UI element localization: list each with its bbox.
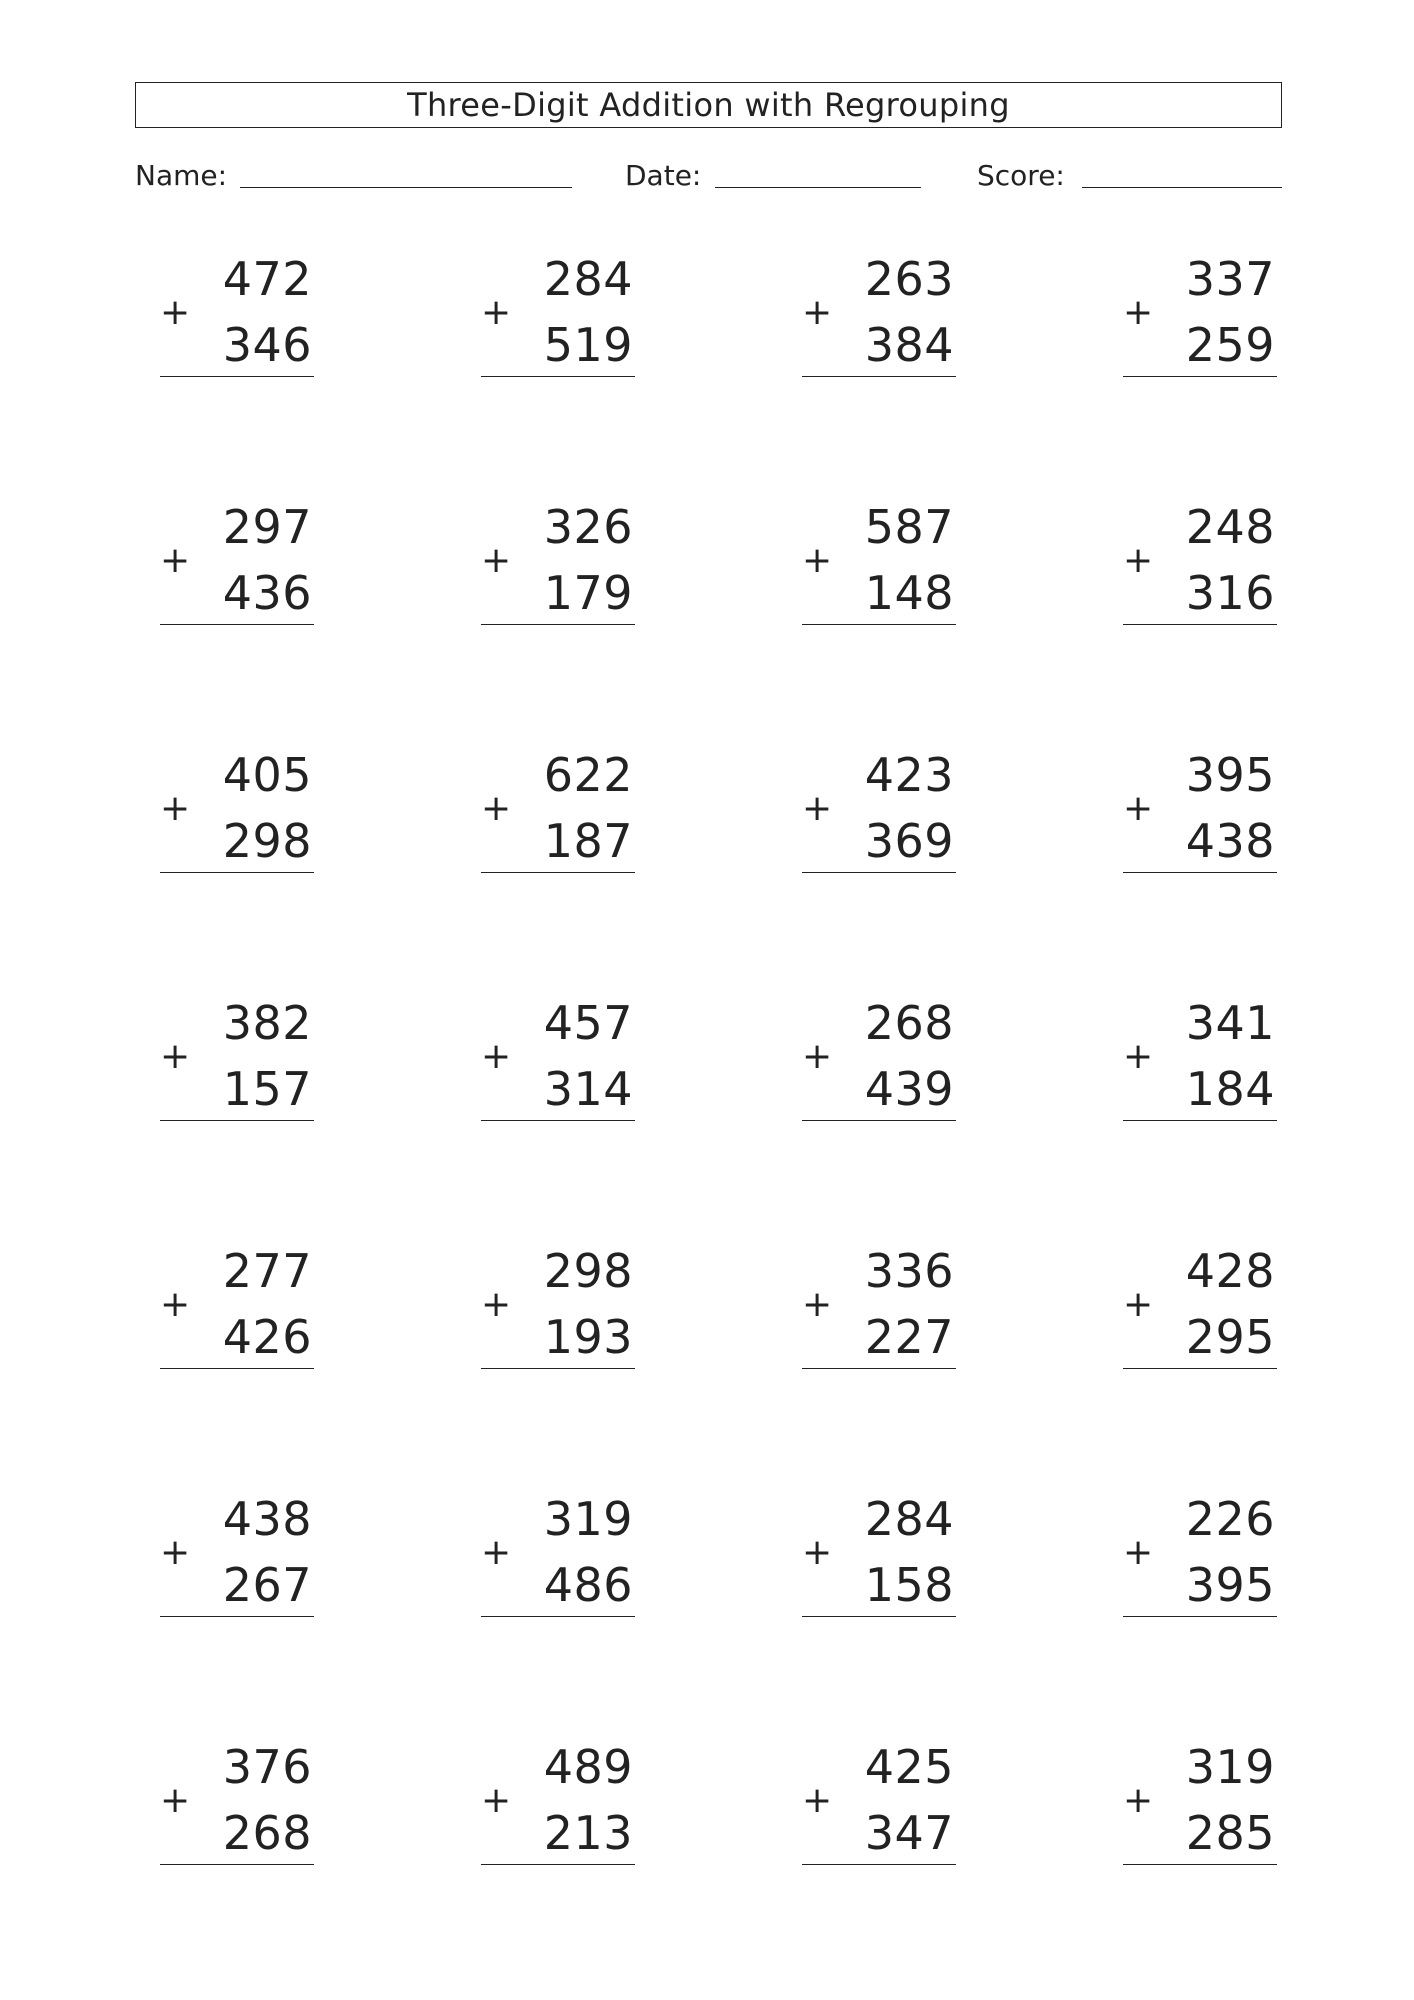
addition-problem	[1123, 252, 1283, 382]
top-addend: 336	[864, 1244, 954, 1298]
answer-line	[1123, 624, 1277, 625]
plus-sign: +	[1123, 1036, 1154, 1077]
addition-problem	[802, 1492, 962, 1622]
top-addend: 423	[864, 748, 954, 802]
addition-problem	[1123, 1244, 1283, 1374]
addition-problem	[802, 1244, 962, 1374]
addition-problem	[481, 996, 641, 1126]
plus-sign: +	[160, 1284, 191, 1325]
addition-problem	[1123, 500, 1283, 630]
addition-problem	[160, 1492, 320, 1622]
bottom-addend: 395	[1185, 1558, 1275, 1612]
top-addend: 337	[1185, 252, 1275, 306]
answer-line	[1123, 1864, 1277, 1865]
bottom-addend: 369	[864, 814, 954, 868]
plus-sign: +	[802, 1036, 833, 1077]
bottom-addend: 346	[222, 318, 312, 372]
plus-sign: +	[1123, 292, 1154, 333]
answer-line	[802, 624, 956, 625]
top-addend: 319	[543, 1492, 633, 1546]
top-addend: 263	[864, 252, 954, 306]
addition-problem	[160, 500, 320, 630]
answer-line	[1123, 376, 1277, 377]
addition-problem	[1123, 1740, 1283, 1870]
bottom-addend: 259	[1185, 318, 1275, 372]
plus-sign: +	[481, 540, 512, 581]
top-addend: 457	[543, 996, 633, 1050]
bottom-addend: 268	[222, 1806, 312, 1860]
bottom-addend: 384	[864, 318, 954, 372]
top-addend: 248	[1185, 500, 1275, 554]
plus-sign: +	[1123, 1532, 1154, 1573]
plus-sign: +	[160, 540, 191, 581]
answer-line	[481, 1864, 635, 1865]
addition-problem	[802, 1740, 962, 1870]
bottom-addend: 519	[543, 318, 633, 372]
answer-line	[160, 1864, 314, 1865]
addition-problem	[1123, 1492, 1283, 1622]
top-addend: 382	[222, 996, 312, 1050]
plus-sign: +	[481, 292, 512, 333]
bottom-addend: 439	[864, 1062, 954, 1116]
addition-problem	[481, 1492, 641, 1622]
bottom-addend: 316	[1185, 566, 1275, 620]
plus-sign: +	[160, 788, 191, 829]
bottom-addend: 267	[222, 1558, 312, 1612]
addition-problem	[802, 748, 962, 878]
plus-sign: +	[481, 1532, 512, 1573]
plus-sign: +	[481, 1036, 512, 1077]
top-addend: 489	[543, 1740, 633, 1794]
top-addend: 395	[1185, 748, 1275, 802]
answer-line	[481, 624, 635, 625]
plus-sign: +	[802, 292, 833, 333]
bottom-addend: 157	[222, 1062, 312, 1116]
answer-line	[481, 1368, 635, 1369]
addition-problem	[481, 1740, 641, 1870]
answer-line	[160, 376, 314, 377]
answer-line	[1123, 872, 1277, 873]
plus-sign: +	[160, 1780, 191, 1821]
addition-problem	[160, 252, 320, 382]
score-label: Score:	[977, 159, 1065, 192]
bottom-addend: 158	[864, 1558, 954, 1612]
top-addend: 319	[1185, 1740, 1275, 1794]
answer-line	[1123, 1616, 1277, 1617]
answer-line	[1123, 1368, 1277, 1369]
top-addend: 298	[543, 1244, 633, 1298]
answer-line	[481, 1616, 635, 1617]
bottom-addend: 187	[543, 814, 633, 868]
bottom-addend: 148	[864, 566, 954, 620]
plus-sign: +	[802, 1780, 833, 1821]
plus-sign: +	[1123, 788, 1154, 829]
plus-sign: +	[160, 292, 191, 333]
top-addend: 438	[222, 1492, 312, 1546]
bottom-addend: 438	[1185, 814, 1275, 868]
plus-sign: +	[481, 788, 512, 829]
answer-line	[802, 1616, 956, 1617]
plus-sign: +	[802, 1532, 833, 1573]
top-addend: 587	[864, 500, 954, 554]
bottom-addend: 184	[1185, 1062, 1275, 1116]
addition-problem	[802, 996, 962, 1126]
answer-line	[160, 1120, 314, 1121]
addition-problem	[802, 252, 962, 382]
answer-line	[802, 1368, 956, 1369]
answer-line	[160, 872, 314, 873]
addition-problem	[481, 748, 641, 878]
plus-sign: +	[160, 1036, 191, 1077]
addition-problem	[160, 748, 320, 878]
bottom-addend: 179	[543, 566, 633, 620]
answer-line	[481, 872, 635, 873]
bottom-addend: 295	[1185, 1310, 1275, 1364]
answer-line	[481, 1120, 635, 1121]
worksheet-title: Three-Digit Addition with Regrouping	[135, 82, 1282, 128]
plus-sign: +	[802, 540, 833, 581]
answer-line	[1123, 1120, 1277, 1121]
top-addend: 622	[543, 748, 633, 802]
bottom-addend: 426	[222, 1310, 312, 1364]
addition-problem	[160, 1740, 320, 1870]
answer-line	[802, 1864, 956, 1865]
bottom-addend: 213	[543, 1806, 633, 1860]
bottom-addend: 314	[543, 1062, 633, 1116]
bottom-addend: 436	[222, 566, 312, 620]
answer-line	[802, 872, 956, 873]
top-addend: 472	[222, 252, 312, 306]
plus-sign: +	[481, 1284, 512, 1325]
answer-line	[160, 1368, 314, 1369]
bottom-addend: 193	[543, 1310, 633, 1364]
top-addend: 326	[543, 500, 633, 554]
top-addend: 376	[222, 1740, 312, 1794]
top-addend: 297	[222, 500, 312, 554]
plus-sign: +	[802, 1284, 833, 1325]
bottom-addend: 285	[1185, 1806, 1275, 1860]
bottom-addend: 298	[222, 814, 312, 868]
addition-problem	[160, 1244, 320, 1374]
answer-line	[481, 376, 635, 377]
bottom-addend: 227	[864, 1310, 954, 1364]
top-addend: 284	[864, 1492, 954, 1546]
top-addend: 405	[222, 748, 312, 802]
addition-problem	[481, 252, 641, 382]
addition-problem	[802, 500, 962, 630]
top-addend: 341	[1185, 996, 1275, 1050]
name-label: Name:	[135, 159, 228, 192]
answer-line	[160, 624, 314, 625]
plus-sign: +	[1123, 1284, 1154, 1325]
date-label: Date:	[625, 159, 702, 192]
answer-line	[802, 376, 956, 377]
addition-problem	[1123, 748, 1283, 878]
top-addend: 277	[222, 1244, 312, 1298]
top-addend: 268	[864, 996, 954, 1050]
addition-problem	[1123, 996, 1283, 1126]
plus-sign: +	[1123, 540, 1154, 581]
bottom-addend: 486	[543, 1558, 633, 1612]
plus-sign: +	[1123, 1780, 1154, 1821]
bottom-addend: 347	[864, 1806, 954, 1860]
top-addend: 425	[864, 1740, 954, 1794]
plus-sign: +	[160, 1532, 191, 1573]
addition-problem	[481, 1244, 641, 1374]
top-addend: 226	[1185, 1492, 1275, 1546]
plus-sign: +	[481, 1780, 512, 1821]
addition-problem	[481, 500, 641, 630]
answer-line	[160, 1616, 314, 1617]
addition-problem	[160, 996, 320, 1126]
answer-line	[802, 1120, 956, 1121]
top-addend: 428	[1185, 1244, 1275, 1298]
top-addend: 284	[543, 252, 633, 306]
plus-sign: +	[802, 788, 833, 829]
